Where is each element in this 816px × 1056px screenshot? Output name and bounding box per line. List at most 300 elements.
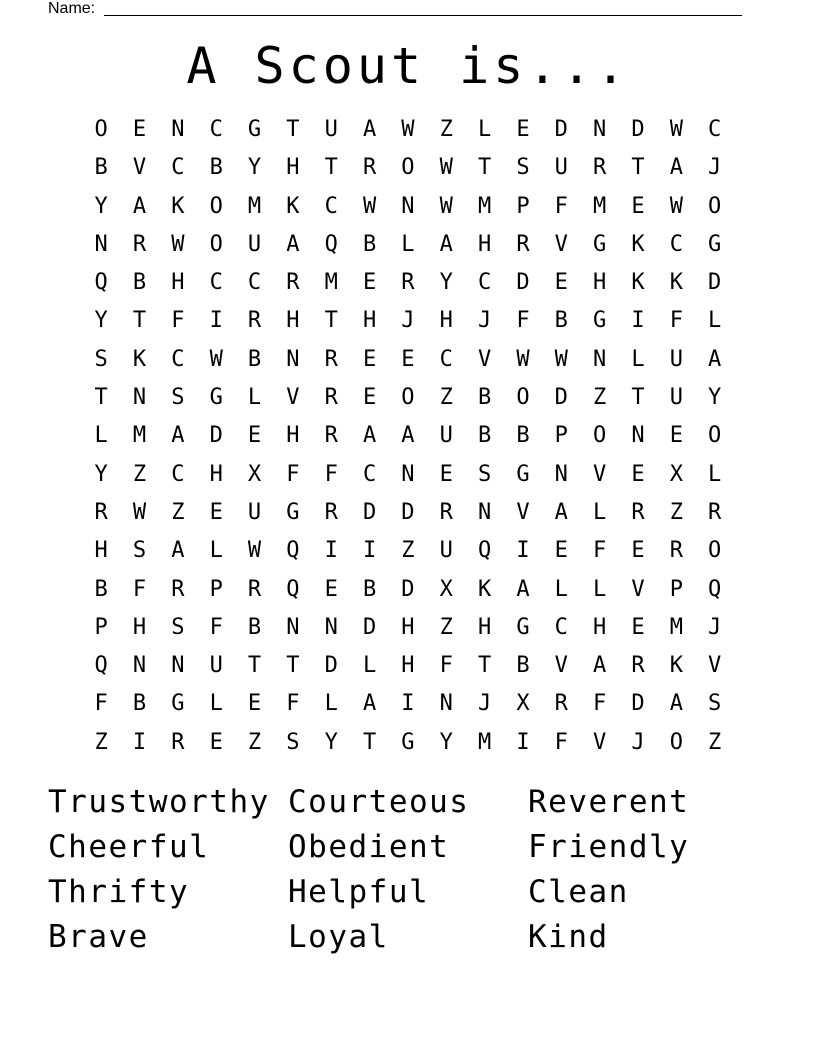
grid-letter[interactable]: A [669,155,683,181]
grid-letter[interactable]: H [439,308,453,334]
grid-letter[interactable]: R [324,385,338,411]
grid-letter[interactable]: H [132,614,147,640]
grid-letter[interactable]: V [593,729,607,755]
grid-letter[interactable]: I [362,538,377,564]
grid-letter[interactable]: A [132,193,147,219]
grid-letter[interactable]: N [401,193,415,219]
grid-letter[interactable]: B [477,385,492,411]
grid-letter[interactable]: U [247,231,262,257]
grid-letter[interactable]: O [209,231,223,257]
grid-letter[interactable]: G [401,729,415,755]
grid-letter[interactable]: E [631,538,645,564]
grid-letter[interactable]: F [94,691,108,717]
grid-letter[interactable]: P [94,614,108,640]
grid-letter[interactable]: G [593,231,607,257]
grid-letter[interactable]: R [286,270,300,296]
grid-letter[interactable]: L [401,231,415,257]
grid-letter[interactable]: T [362,729,377,755]
grid-letter[interactable]: V [132,155,147,181]
grid-letter[interactable]: V [554,231,568,257]
grid-letter[interactable]: B [477,423,492,449]
grid-letter[interactable]: R [247,576,262,602]
grid-letter[interactable]: L [593,499,607,525]
grid-letter[interactable]: T [132,308,147,334]
grid-letter[interactable]: R [401,270,415,296]
grid-letter[interactable]: O [94,117,108,142]
grid-letter[interactable]: Z [401,538,415,564]
grid-letter[interactable]: B [516,423,530,449]
grid-letter[interactable]: Q [708,576,722,602]
grid-letter[interactable]: H [477,231,492,257]
grid-letter[interactable]: Y [247,155,262,181]
grid-letter[interactable]: H [401,653,415,679]
grid-letter[interactable]: H [171,270,185,296]
grid-letter[interactable]: Z [593,385,607,411]
grid-letter[interactable]: N [477,499,492,525]
grid-letter[interactable]: D [362,614,377,640]
grid-letter[interactable]: O [708,193,722,219]
grid-letter[interactable]: H [477,614,492,640]
grid-letter[interactable]: L [708,461,722,487]
grid-letter[interactable]: O [401,155,415,181]
grid-letter[interactable]: W [669,117,683,142]
grid-letter[interactable]: E [324,576,338,602]
grid-letter[interactable]: U [554,155,568,181]
grid-letter[interactable]: V [631,576,645,602]
grid-letter[interactable]: M [593,193,607,219]
grid-letter[interactable]: S [132,538,147,564]
grid-letter[interactable]: Q [477,538,492,564]
grid-letter[interactable]: R [593,155,607,181]
grid-letter[interactable]: B [362,231,377,257]
grid-letter[interactable]: B [132,691,147,717]
grid-letter[interactable]: C [477,270,492,296]
grid-letter[interactable]: W [362,193,377,219]
grid-letter[interactable]: U [439,423,453,449]
grid-letter[interactable]: A [362,691,377,717]
grid-letter[interactable]: E [439,461,453,487]
grid-letter[interactable]: B [94,576,108,602]
grid-letter[interactable]: B [554,308,568,334]
grid-letter[interactable]: N [554,461,568,487]
grid-letter[interactable]: J [477,308,492,334]
grid-letter[interactable]: H [362,308,377,334]
grid-letter[interactable]: N [94,231,108,257]
grid-letter[interactable]: R [362,155,377,181]
grid-letter[interactable]: S [708,691,722,717]
grid-letter[interactable]: I [401,691,415,717]
grid-letter[interactable]: X [247,461,262,487]
grid-letter[interactable]: Y [439,270,453,296]
grid-letter[interactable]: N [593,346,607,372]
grid-letter[interactable]: R [247,308,262,334]
grid-letter[interactable]: E [631,461,645,487]
grid-letter[interactable]: B [209,155,223,181]
grid-letter[interactable]: S [94,346,108,372]
grid-letter[interactable]: R [324,423,338,449]
grid-letter[interactable]: B [247,614,262,640]
grid-letter[interactable]: E [669,423,683,449]
grid-letter[interactable]: C [171,346,185,372]
grid-letter[interactable]: I [516,538,530,564]
grid-letter[interactable]: R [631,653,645,679]
grid-letter[interactable]: R [324,346,338,372]
grid-letter[interactable]: F [439,653,453,679]
grid-letter[interactable]: N [132,653,147,679]
grid-letter[interactable]: F [132,576,147,602]
grid-letter[interactable]: J [631,729,645,755]
grid-letter[interactable]: N [171,117,185,142]
grid-letter[interactable]: V [286,385,300,411]
grid-letter[interactable]: L [554,576,568,602]
grid-letter[interactable]: S [171,614,185,640]
grid-letter[interactable]: D [324,653,338,679]
grid-letter[interactable]: I [324,538,338,564]
grid-letter[interactable]: R [708,499,722,525]
grid-letter[interactable]: H [94,538,108,564]
grid-letter[interactable]: Z [439,117,453,142]
grid-letter[interactable]: H [401,614,415,640]
grid-letter[interactable]: Z [94,729,108,755]
grid-letter[interactable]: K [669,653,683,679]
grid-letter[interactable]: L [209,538,223,564]
grid-letter[interactable]: T [631,155,645,181]
grid-letter[interactable]: G [209,385,223,411]
grid-letter[interactable]: Z [171,499,185,525]
word-list-item: Helpful [288,874,430,910]
grid-letter[interactable]: Y [439,729,453,755]
grid-letter[interactable]: F [554,193,568,219]
grid-letter[interactable]: J [708,614,722,640]
grid-letter[interactable]: X [439,576,453,602]
name-label: Name: [48,0,96,17]
grid-letter[interactable]: W [554,346,568,372]
grid-letter[interactable]: Y [324,729,338,755]
grid-letter[interactable]: U [669,346,683,372]
grid-letter[interactable]: W [439,155,453,181]
grid-row [82,264,734,302]
grid-letter[interactable]: E [516,117,530,142]
grid-letter[interactable]: T [324,308,338,334]
grid-letter[interactable]: F [593,538,607,564]
grid-letter[interactable]: G [247,117,262,142]
grid-letter[interactable]: N [593,117,607,142]
grid-letter[interactable]: D [708,270,722,296]
grid-row [82,647,734,685]
grid-letter[interactable]: W [209,346,223,372]
grid-letter[interactable]: R [94,499,108,525]
grid-letter[interactable]: Z [247,729,262,755]
grid-letter[interactable]: N [324,614,338,640]
grid-letter[interactable]: F [593,691,607,717]
grid-letter[interactable]: C [209,270,223,296]
grid-letter[interactable]: U [439,538,453,564]
grid-letter[interactable]: L [631,346,645,372]
grid-letter[interactable]: I [132,729,147,755]
grid-letter[interactable]: E [362,346,377,372]
grid-letter[interactable]: L [324,691,338,717]
grid-letter[interactable]: T [247,653,262,679]
grid-letter[interactable]: N [286,346,300,372]
grid-letter[interactable]: E [132,117,147,142]
grid-letter[interactable]: K [286,193,300,219]
grid-letter[interactable]: H [286,155,300,181]
grid-letter[interactable]: P [516,193,530,219]
grid-letter[interactable]: I [516,729,530,755]
grid-letter[interactable]: U [247,499,262,525]
grid-row [82,456,734,494]
grid-letter[interactable]: A [171,538,185,564]
grid-letter[interactable]: O [516,385,530,411]
grid-letter[interactable]: E [209,499,223,525]
grid-letter[interactable]: A [593,653,607,679]
grid-letter[interactable]: R [324,499,338,525]
grid-letter[interactable]: C [439,346,453,372]
grid-letter[interactable]: Y [94,193,108,219]
grid-letter[interactable]: E [362,270,377,296]
grid-letter[interactable]: O [708,423,722,449]
grid-letter[interactable]: Q [94,653,108,679]
grid-letter[interactable]: F [516,308,530,334]
grid-letter[interactable]: H [286,308,300,334]
grid-letter[interactable]: D [554,117,568,142]
grid-letter[interactable]: H [209,461,223,487]
grid-letter[interactable]: A [286,231,300,257]
grid-letter[interactable]: W [669,193,683,219]
grid-letter[interactable]: C [554,614,568,640]
grid-row [82,417,734,455]
grid-letter[interactable]: K [477,576,492,602]
grid-letter[interactable]: F [286,691,300,717]
grid-letter[interactable]: M [247,193,262,219]
grid-letter[interactable]: L [362,653,377,679]
grid-letter[interactable]: X [516,691,530,717]
grid-letter[interactable]: R [669,538,683,564]
grid-letter[interactable]: R [631,499,645,525]
grid-letter[interactable]: K [631,231,645,257]
grid-letter[interactable]: T [631,385,645,411]
grid-letter[interactable]: N [171,653,185,679]
grid-letter[interactable]: S [477,461,492,487]
grid-letter[interactable]: K [669,270,683,296]
grid-letter[interactable]: M [324,270,338,296]
grid-letter[interactable]: A [669,691,683,717]
grid-letter[interactable]: Q [324,231,338,257]
grid-row [82,302,734,340]
grid-row [82,188,734,226]
grid-letter[interactable]: Z [708,729,722,755]
grid-letter[interactable]: K [171,193,185,219]
word-list-item: Clean [528,874,629,910]
grid-letter[interactable]: P [209,576,223,602]
grid-letter[interactable]: O [401,385,415,411]
grid-letter[interactable]: F [171,308,185,334]
grid-letter[interactable]: T [286,117,300,142]
grid-letter[interactable]: P [554,423,568,449]
grid-letter[interactable]: H [593,614,607,640]
grid-letter[interactable]: U [669,385,683,411]
grid-letter[interactable]: A [516,576,530,602]
grid-letter[interactable]: V [477,346,492,372]
grid-letter[interactable]: N [132,385,147,411]
grid-letter[interactable]: S [171,385,185,411]
grid-letter[interactable]: B [362,576,377,602]
grid-letter[interactable]: O [593,423,607,449]
grid-letter[interactable]: C [171,461,185,487]
grid-letter[interactable]: I [209,308,223,334]
grid-letter[interactable]: B [132,270,147,296]
grid-letter[interactable]: C [708,117,722,142]
grid-letter[interactable]: M [669,614,683,640]
grid-letter[interactable]: L [247,385,262,411]
grid-letter[interactable]: I [631,308,645,334]
grid-letter[interactable]: Y [94,308,108,334]
grid-letter[interactable]: F [669,308,683,334]
grid-letter[interactable]: X [669,461,683,487]
grid-letter[interactable]: T [324,155,338,181]
grid-letter[interactable]: A [439,231,453,257]
grid-letter[interactable]: V [708,653,722,679]
grid-letter[interactable]: N [631,423,645,449]
grid-letter[interactable]: L [477,117,492,142]
grid-letter[interactable]: C [209,117,223,142]
grid-letter[interactable]: T [94,385,108,411]
grid-letter[interactable]: D [631,691,645,717]
grid-letter[interactable]: A [171,423,185,449]
grid-letter[interactable]: E [631,614,645,640]
grid-letter[interactable]: R [132,231,147,257]
grid-letter[interactable]: R [516,231,530,257]
grid-letter[interactable]: C [362,461,377,487]
grid-letter[interactable]: A [708,346,722,372]
grid-letter[interactable]: D [209,423,223,449]
grid-letter[interactable]: G [516,614,530,640]
grid-letter[interactable]: J [708,155,722,181]
grid-letter[interactable]: W [401,117,415,142]
grid-letter[interactable]: L [708,308,722,334]
grid-letter[interactable]: Q [286,576,300,602]
grid-letter[interactable]: V [516,499,530,525]
grid-letter[interactable]: D [631,117,645,142]
grid-letter[interactable]: W [247,538,262,564]
grid-letter[interactable]: R [554,691,568,717]
grid-letter[interactable]: Z [132,461,147,487]
grid-letter[interactable]: W [171,231,185,257]
grid-letter[interactable]: Y [708,385,722,411]
grid-letter[interactable]: M [477,193,492,219]
grid-letter[interactable]: L [209,691,223,717]
grid-letter[interactable]: A [554,499,568,525]
grid-letter[interactable]: G [708,231,722,257]
grid-letter[interactable]: E [401,346,415,372]
grid-letter[interactable]: Q [286,538,300,564]
grid-letter[interactable]: Q [94,270,108,296]
grid-letter[interactable]: E [247,423,262,449]
grid-letter[interactable]: J [401,308,415,334]
grid-letter[interactable]: D [362,499,377,525]
grid-letter[interactable]: E [209,729,223,755]
grid-letter[interactable]: E [631,193,645,219]
grid-letter[interactable]: E [362,385,377,411]
grid-letter[interactable]: E [554,538,568,564]
grid-letter[interactable]: G [516,461,530,487]
grid-letter[interactable]: L [94,423,108,449]
grid-letter[interactable]: R [171,729,185,755]
grid-letter[interactable]: K [631,270,645,296]
grid-letter[interactable]: D [401,499,415,525]
grid-letter[interactable]: D [516,270,530,296]
grid-letter[interactable]: M [132,423,147,449]
grid-letter[interactable]: W [516,346,530,372]
grid-letter[interactable]: O [209,193,223,219]
grid-letter[interactable]: N [286,614,300,640]
grid-letter[interactable]: W [439,193,453,219]
grid-letter[interactable]: F [324,461,338,487]
grid-letter[interactable]: P [669,576,683,602]
grid-letter[interactable]: G [593,308,607,334]
name-blank-line[interactable] [104,15,742,16]
grid-letter[interactable]: B [516,653,530,679]
grid-letter[interactable]: B [94,155,108,181]
grid-letter[interactable]: F [209,614,223,640]
grid-letter[interactable]: O [708,538,722,564]
grid-letter[interactable]: U [324,117,338,142]
grid-letter[interactable]: E [247,691,262,717]
grid-letter[interactable]: A [401,423,415,449]
grid-letter[interactable]: C [247,270,262,296]
grid-letter[interactable]: C [324,193,338,219]
grid-letter[interactable]: A [362,117,377,142]
grid-letter[interactable]: K [132,346,147,372]
grid-letter[interactable]: T [477,653,492,679]
grid-letter[interactable]: T [477,155,492,181]
grid-letter[interactable]: C [171,155,185,181]
grid-letter[interactable]: M [477,729,492,755]
grid-letter[interactable]: R [171,576,185,602]
grid-letter[interactable]: N [439,691,453,717]
grid-letter[interactable]: D [554,385,568,411]
grid-letter[interactable]: N [401,461,415,487]
grid-letter[interactable]: A [362,423,377,449]
grid-letter[interactable]: Z [669,499,683,525]
grid-letter[interactable]: V [554,653,568,679]
grid-letter[interactable]: Z [439,385,453,411]
grid-letter[interactable]: S [516,155,530,181]
grid-letter[interactable]: Z [439,614,453,640]
grid-letter[interactable]: U [209,653,223,679]
grid-letter[interactable]: G [171,691,185,717]
grid-letter[interactable]: Y [94,461,108,487]
grid-letter[interactable]: R [439,499,453,525]
grid-letter[interactable]: V [593,461,607,487]
grid-letter[interactable]: B [247,346,262,372]
grid-letter[interactable]: O [669,729,683,755]
grid-letter[interactable]: S [286,729,300,755]
grid-row [82,532,734,570]
grid-letter[interactable]: J [477,691,492,717]
grid-letter[interactable]: L [593,576,607,602]
grid-letter[interactable]: T [286,653,300,679]
grid-letter[interactable]: D [401,576,415,602]
grid-letter[interactable]: F [554,729,568,755]
grid-letter[interactable]: W [132,499,147,525]
grid-letter[interactable]: H [286,423,300,449]
grid-letter[interactable]: C [669,231,683,257]
grid-letter[interactable]: G [286,499,300,525]
grid-letter[interactable]: F [286,461,300,487]
grid-letter[interactable]: E [554,270,568,296]
grid-letter[interactable]: H [593,270,607,296]
